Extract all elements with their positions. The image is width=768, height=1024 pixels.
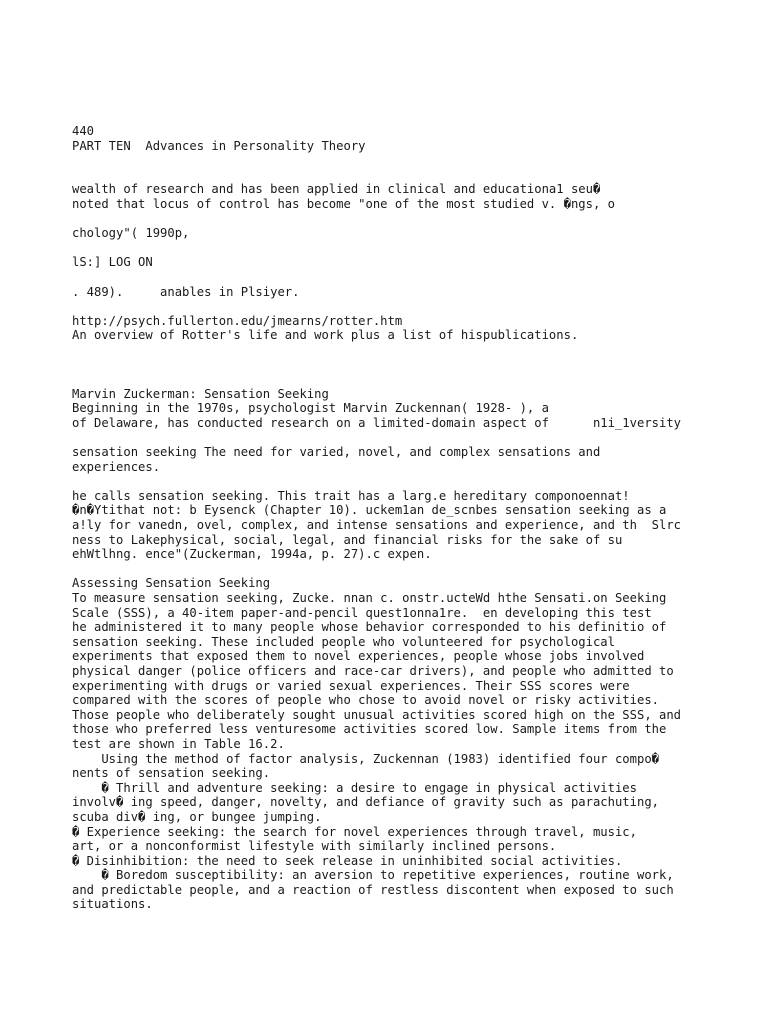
paragraph-line: a!ly for vanedn, ovel, complex, and intense sensations and experience, and th Slrc xyxy=(72,518,682,533)
margin-definition-line: sensation seeking The need for varied, novel, and complex sensations and xyxy=(72,445,601,460)
paragraph-line: sensation seeking. These included people who volunteered for psychological xyxy=(72,634,615,649)
document-page xyxy=(72,124,732,912)
log-on-url[interactable]: http://psych.fullerton.edu/jmearns/rotter.htm xyxy=(72,313,403,328)
paragraph-line: To measure sensation seeking, Zucke. nnan c. onstr.ucteWd hthe Sensati.on Seeking xyxy=(72,591,667,606)
intro-line-2: noted that locus of control has become "one of the most studied v. �ngs, o xyxy=(72,196,615,211)
intro-line-1: wealth of research and has been applied in clinical and educationa1 seu� xyxy=(72,182,601,197)
section-heading-assessing: Assessing Sensation Seeking xyxy=(72,576,271,591)
list-item: situations. xyxy=(72,897,153,912)
list-item: � Boredom susceptibility: an aversion to repetitive experiences, routine work, xyxy=(72,868,674,883)
log-on-label: lS:] LOG ON xyxy=(72,255,153,270)
page-number: 440 xyxy=(72,124,95,138)
paragraph-line: �n�Ytithat not: b Eysenck (Chapter 10). uckem1an de_scnbes sensation seeking as a xyxy=(72,503,667,518)
paragraph-line: test are shown in Table 16.2. xyxy=(72,736,285,751)
list-item: � Thrill and adventure seeking: a desire to engage in physical activities xyxy=(72,780,637,795)
paragraph-line: compared with the scores of people who chose to avoid novel or risky activities. xyxy=(72,693,659,708)
paragraph-line: he administered it to many people whose behavior corresponded to his definitio of xyxy=(72,620,667,635)
intro-line-3: chology"( 1990p, xyxy=(72,226,190,241)
list-item: and predictable people, and a reaction of restless discontent when exposed to such xyxy=(72,882,674,897)
paragraph-line: Scale (SSS), a 40-item paper-and-pencil quest1onna1re. en developing this test xyxy=(72,605,652,620)
list-item: involv� ing speed, danger, novelty, and defiance of gravity such as parachuting, xyxy=(72,795,659,810)
paragraph-line: of Delaware, has conducted research on a limited-domain aspect of n1i_1versity xyxy=(72,415,682,430)
paragraph-line: he calls sensation seeking. This trait has a larg.e hereditary componoennat! xyxy=(72,488,630,503)
section-heading-zuckerman: Marvin Zuckerman: Sensation Seeking xyxy=(72,386,329,401)
margin-definition-line: experiences. xyxy=(72,459,161,474)
list-item: � Experience seeking: the search for novel experiences through travel, music, xyxy=(72,824,637,839)
running-title: PART TEN Advances in Personality Theory xyxy=(72,138,366,153)
paragraph-line: ehWtlhng. ence"(Zuckerman, 1994a, p. 27).c expen. xyxy=(72,547,432,562)
paragraph-line: physical danger (police officers and race-car drivers), and people who admitted to xyxy=(72,663,674,678)
paragraph-line: Beginning in the 1970s, psychologist Marvin Zuckennan( 1928- ), a xyxy=(72,401,549,416)
paragraph-line: Using the method of factor analysis, Zuckennan (1983) identified four compo� xyxy=(72,751,659,766)
log-on-description: An overview of Rotter's life and work plus a list of hispublications. xyxy=(72,328,579,343)
paragraph-line: those who preferred less venturesome activities scored low. Sample items from the xyxy=(72,722,667,737)
list-item: art, or a nonconformist lifestyle with similarly inclined persons. xyxy=(72,839,557,854)
list-item: � Disinhibition: the need to seek release in uninhibited social activities. xyxy=(72,853,623,868)
list-item: scuba div� ing, or bungee jumping. xyxy=(72,809,322,824)
paragraph-line: experimenting with drugs or varied sexual experiences. Their SSS scores were xyxy=(72,678,630,693)
paragraph-line: ness to Lakephysical, social, legal, and financial risks for the sake of su xyxy=(72,532,623,547)
paragraph-line: nents of sensation seeking. xyxy=(72,766,271,781)
paragraph-line: experiments that exposed them to novel experiences, people whose jobs involved xyxy=(72,649,645,664)
intro-line-5: . 489). anables in Plsiyer. xyxy=(72,284,300,299)
paragraph-line: Those people who deliberately sought unusual activities scored high on the SSS, and xyxy=(72,707,682,722)
